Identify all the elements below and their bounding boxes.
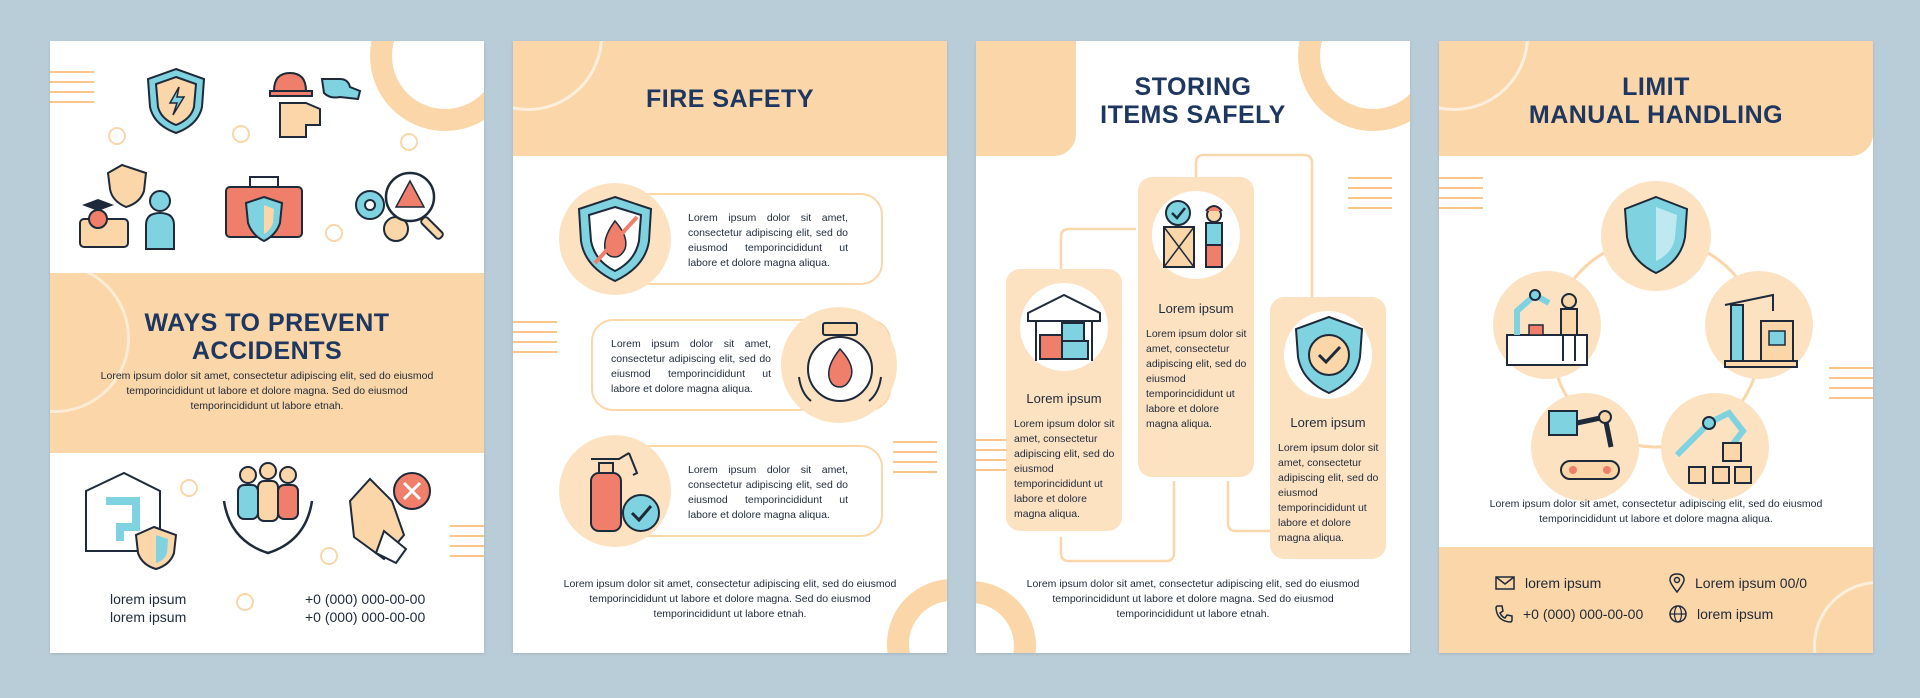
warehouse-boxes-icon <box>1026 291 1102 363</box>
intro-text: Lorem ipsum dolor sit amet, consectetur adipiscing elit, sed do eiusmod temporincididunt ut labore et dolore magna. Sed do eiusmod temporincididunt ut labore etnah. <box>100 370 434 412</box>
column-text: Lorem ipsum dolor sit amet, consectetur adipiscing elit, sed do eiusmod temporincididunt ut labore et dolore magna aliqua. <box>1278 442 1379 544</box>
contact-web <box>1669 605 1773 623</box>
column-text: Lorem ipsum dolor sit amet, consectetur adipiscing elit, sed do eiusmod temporincididunt ut labore et dolore magna aliqua. <box>1146 328 1247 430</box>
decorative-stripes <box>450 525 484 565</box>
worker-boxes-icon <box>1156 197 1236 273</box>
decorative-dot <box>236 593 254 611</box>
page-title-line: ITEMS SAFELY <box>1100 101 1286 129</box>
email-text: lorem ipsum <box>1525 575 1602 591</box>
graduate-training-icon <box>80 161 180 251</box>
house-plumbing-shield-icon <box>84 471 184 571</box>
intro-text: Lorem ipsum dolor sit amet, consectetur adipiscing elit, sed do eiusmod temporincididunt ut labore et dolore magna aliqua. <box>1489 498 1823 525</box>
decorative-dot <box>320 547 338 565</box>
conveyor-puzzle-icon <box>1545 407 1627 487</box>
column-heading: Lorem ipsum <box>1026 391 1102 406</box>
robot-arm-worker-icon <box>1499 285 1595 369</box>
decorative-dot <box>400 133 418 151</box>
shield-lightning-icon <box>146 67 206 135</box>
robotic-arm-boxes-icon <box>1673 405 1759 489</box>
contact-phone: +0 (000) 000-00-00 <box>305 591 426 607</box>
location-text: Lorem ipsum 00/0 <box>1695 575 1808 591</box>
phone-text: +0 (000) 000-00-00 <box>1523 606 1644 622</box>
column-heading: Lorem ipsum <box>1158 301 1234 316</box>
globe-icon <box>1669 605 1687 623</box>
brochure-page-ways-to-prevent-accidents <box>50 41 484 653</box>
briefcase-shield-icon <box>222 169 306 253</box>
decorative-stripes <box>893 441 937 481</box>
page-title: WAYS TO PREVENT ACCIDENTS <box>144 309 390 365</box>
footer-text: Lorem ipsum dolor sit amet, consectetur adipiscing elit, sed do eiusmod temporincididunt ut labore et dolore magna. Sed do eiusmod temporincididunt ut labore etnah. <box>1026 578 1360 620</box>
decorative-dot <box>108 127 126 145</box>
footer-text: Lorem ipsum dolor sit amet, consectetur adipiscing elit, sed do eiusmod temporincididunt ut labore et dolore magna. Sed do eiusmod temporincididunt ut labore etnah. <box>563 578 897 620</box>
shield-check-icon <box>1294 315 1364 395</box>
contact-location <box>1669 573 1807 593</box>
brochure-page-storing-items-safely <box>976 41 1410 653</box>
page-title-line: STORING <box>1134 73 1252 101</box>
contact-phone <box>1495 605 1643 623</box>
decorative-stripes <box>50 71 94 111</box>
helmet-gloves-goggles-icon <box>270 69 362 141</box>
email-icon <box>1495 576 1515 590</box>
brochure-page-limit-manual-handling <box>1439 41 1873 653</box>
team-hands-icon <box>220 461 316 561</box>
page-title-line: LIMIT <box>1622 73 1690 101</box>
brochure-page-fire-safety <box>513 41 947 653</box>
web-text: lorem ipsum <box>1697 606 1774 622</box>
column-text: Lorem ipsum dolor sit amet, consectetur adipiscing elit, sed do eiusmod temporincididunt ut labore et dolore magna aliqua. <box>1014 418 1115 520</box>
crane-machine-icon <box>1721 285 1799 369</box>
contact-phone: +0 (000) 000-00-00 <box>305 609 426 625</box>
page-title: FIRE SAFETY <box>645 85 814 113</box>
fire-alarm-bell-icon <box>795 319 885 411</box>
decorative-stripes <box>513 321 557 361</box>
decorative-arc <box>370 41 484 131</box>
contact-label: lorem ipsum <box>110 609 187 625</box>
decorative-dot <box>325 224 343 242</box>
contact-band <box>1439 547 1873 653</box>
info-text: Lorem ipsum dolor sit amet, consectetur adipiscing elit, sed do eiusmod temporincididunt ut labore et dolore magna aliqua. <box>688 464 848 521</box>
fire-extinguisher-icon <box>577 449 663 535</box>
phone-icon <box>1495 605 1513 623</box>
shield-icon <box>1623 195 1689 275</box>
column-heading: Lorem ipsum <box>1290 415 1366 430</box>
decorative-dot <box>232 125 250 143</box>
gear-warning-search-icon <box>352 163 452 253</box>
contact-label: lorem ipsum <box>110 591 187 607</box>
contact-email <box>1495 575 1601 591</box>
info-text: Lorem ipsum dolor sit amet, consectetur adipiscing elit, sed do eiusmod temporincididunt ut labore et dolore magna aliqua. <box>688 212 848 269</box>
page-title-line: MANUAL HANDLING <box>1528 101 1784 129</box>
info-text: Lorem ipsum dolor sit amet, consectetur adipiscing elit, sed do eiusmod temporincididunt ut labore et dolore magna aliqua. <box>611 338 771 395</box>
fire-shield-icon <box>575 193 655 285</box>
location-pin-icon <box>1669 573 1685 593</box>
glove-cross-icon <box>340 471 440 571</box>
